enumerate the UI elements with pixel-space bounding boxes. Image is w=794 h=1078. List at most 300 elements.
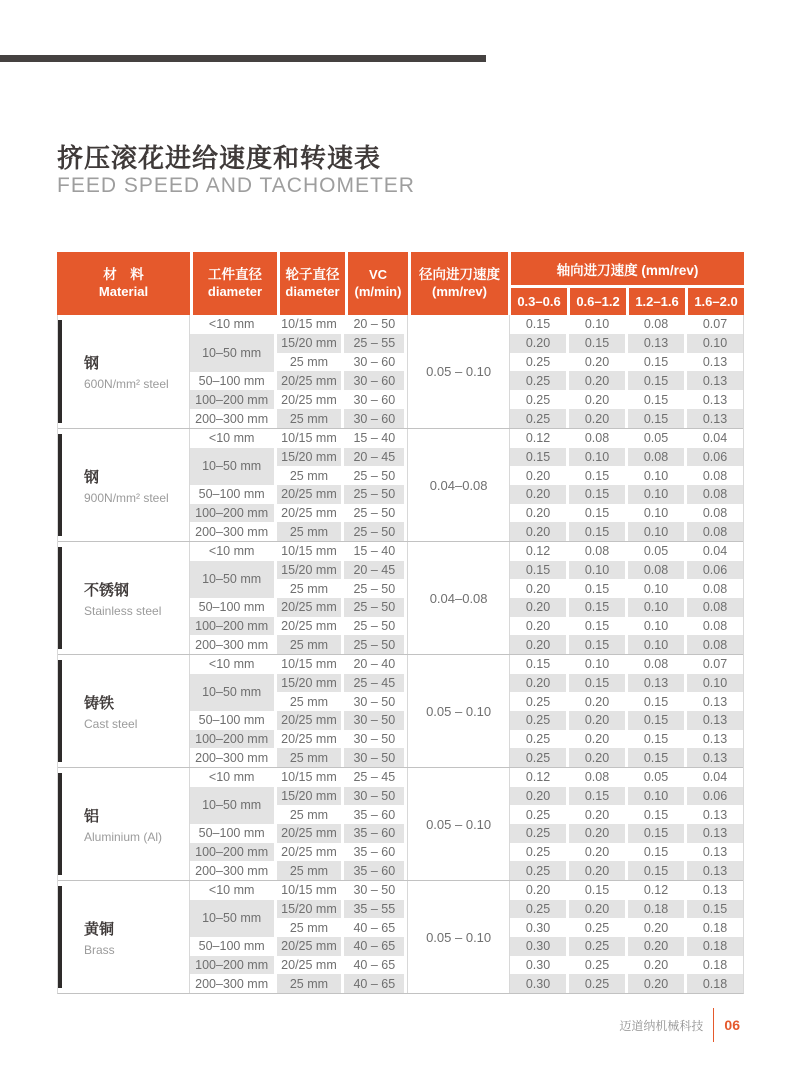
- wheel-diameter-cell: 20/25 mm: [277, 711, 342, 730]
- axial-feed-value-cell: 0.13: [628, 674, 684, 693]
- header-axial-feed-group: [511, 252, 744, 315]
- wheel-diameter-cell: 25 mm: [289, 468, 329, 483]
- radial-feed-cell: [407, 768, 510, 880]
- vc-range-cell: 25 – 45: [344, 674, 404, 693]
- header-axial-range: 1.6–2.0: [688, 288, 744, 315]
- radial-feed-cell: [407, 655, 510, 767]
- axial-feed-row: [510, 522, 743, 541]
- axial-feed-value-cell: 0.13: [687, 861, 743, 880]
- axial-feed-value-cell: 0.15: [628, 861, 684, 880]
- wheel-diameter-column: [277, 542, 345, 654]
- axial-feed-value-cell: 0.13: [687, 748, 743, 767]
- wheel-diameter-cell: 10/15 mm: [281, 544, 337, 559]
- workpiece-diameter-cell: 100–200 mm: [190, 730, 274, 749]
- header-wheel-diameter: [280, 252, 345, 315]
- axial-feed-value-cell: 0.08: [643, 657, 669, 672]
- wheel-diameter-cell: 15/20 mm: [277, 900, 342, 919]
- axial-feed-value-cell: 0.08: [628, 561, 684, 580]
- axial-feed-value-cell: 0.04: [702, 544, 728, 559]
- axial-feed-row: [510, 429, 743, 448]
- radial-feed-value: 0.05 – 0.10: [426, 703, 492, 719]
- vc-column: [344, 315, 407, 428]
- axial-feed-row: [510, 598, 743, 617]
- axial-feed-value-cell: 0.25: [584, 958, 610, 973]
- workpiece-diameter-cell: 200–300 mm: [195, 411, 269, 426]
- wheel-diameter-cell: 20/25 mm: [281, 958, 337, 973]
- axial-feed-value-cell: 0.25: [525, 355, 551, 370]
- header-axial-title: 轴向进刀速度 (mm/rev): [511, 252, 744, 285]
- workpiece-diameter-column: [190, 542, 277, 654]
- axial-feed-value-cell: 0.05: [643, 544, 669, 559]
- vc-range-cell: 30 – 50: [353, 883, 396, 898]
- axial-feed-value-cell: 0.13: [702, 694, 728, 709]
- workpiece-diameter-cell: 100–200 mm: [190, 843, 274, 862]
- workpiece-diameter-cell: 10–50 mm: [190, 900, 274, 937]
- axial-feed-value-cell: 0.15: [643, 694, 669, 709]
- axial-feed-row: [510, 937, 743, 956]
- vc-range-cell: 30 – 50: [344, 711, 404, 730]
- workpiece-diameter-column: [190, 881, 277, 993]
- axial-feed-value-cell: 0.15: [510, 561, 566, 580]
- material-cell: [58, 768, 190, 880]
- vc-range-cell: 30 – 60: [344, 371, 404, 390]
- header-workpiece-en: diameter: [207, 283, 263, 299]
- axial-feed-row: [510, 315, 743, 334]
- workpiece-diameter-cell: 50–100 mm: [198, 373, 265, 388]
- axial-feed-value-cell: 0.15: [510, 448, 566, 467]
- axial-feed-value-cell: 0.20: [643, 958, 669, 973]
- material-cell: [58, 881, 190, 993]
- header-workpiece-zh: 工件直径: [208, 266, 262, 282]
- axial-feed-value-cell: 0.15: [569, 485, 625, 504]
- header-axial-range: 0.6–1.2: [570, 288, 626, 315]
- top-accent-bar: [0, 55, 486, 62]
- axial-feed-value-cell: 0.15: [643, 845, 669, 860]
- axial-feed-value-cell: 0.15: [569, 598, 625, 617]
- page-title-zh: 挤压滚花进给速度和转速表: [57, 143, 382, 173]
- axial-feed-value-cell: 0.25: [510, 900, 566, 919]
- header-radial-feed: [411, 252, 508, 315]
- axial-feed-value-cell: 0.07: [702, 657, 728, 672]
- wheel-diameter-cell: 20/25 mm: [281, 732, 337, 747]
- workpiece-diameter-column: [190, 768, 277, 880]
- axial-feed-value-cell: 0.25: [510, 861, 566, 880]
- header-vc-line1: VC: [368, 267, 388, 283]
- workpiece-diameter-cell: <10 mm: [208, 544, 255, 559]
- material-group-row: [58, 880, 743, 993]
- axial-feed-row: [510, 787, 743, 806]
- workpiece-diameter-cell: 10–50 mm: [190, 787, 274, 824]
- axial-feed-value-cell: 0.13: [702, 807, 728, 822]
- axial-feed-value-cell: 0.18: [628, 900, 684, 919]
- axial-feed-value-cell: 0.15: [584, 506, 610, 521]
- axial-feed-value-cell: 0.15: [584, 619, 610, 634]
- axial-feed-value-cell: 0.15: [569, 674, 625, 693]
- axial-feed-value-cell: 0.25: [525, 694, 551, 709]
- workpiece-diameter-cell: <10 mm: [208, 431, 255, 446]
- footer-company-name: 迈道纳机械科技: [619, 1018, 704, 1033]
- axial-feed-value-cell: 0.20: [569, 861, 625, 880]
- vc-range-cell: 15 – 40: [353, 544, 396, 559]
- material-cell: [58, 655, 190, 767]
- axial-feed-value-cell: 0.06: [687, 561, 743, 580]
- axial-feed-value-cell: 0.15: [643, 807, 669, 822]
- wheel-diameter-cell: 25 mm: [289, 920, 329, 935]
- axial-feed-value-cell: 0.12: [525, 431, 551, 446]
- axial-feed-value-cell: 0.08: [702, 468, 728, 483]
- header-axial-subcolumns: [511, 288, 744, 315]
- axial-feed-row: [510, 843, 743, 862]
- axial-feed-value-cell: 0.15: [569, 635, 625, 654]
- vc-column: [344, 655, 407, 767]
- material-name-zh: 铸铁: [84, 694, 115, 712]
- vc-range-cell: 40 – 65: [353, 958, 396, 973]
- header-wheel-en: diameter: [285, 283, 340, 299]
- vc-range-cell: 30 – 60: [353, 392, 396, 407]
- footer-divider: [713, 1008, 714, 1042]
- feed-speed-table: [57, 252, 744, 994]
- axial-feed-row: [510, 711, 743, 730]
- axial-feed-value-cell: 0.25: [510, 824, 566, 843]
- vc-range-cell: 30 – 50: [344, 787, 404, 806]
- vc-range-cell: 25 – 50: [353, 581, 396, 596]
- axial-feed-value-cell: 0.20: [510, 334, 566, 353]
- axial-feed-value-cell: 0.25: [525, 392, 551, 407]
- page-number: 06: [724, 1017, 740, 1033]
- vc-range-cell: 25 – 50: [353, 619, 396, 634]
- wheel-diameter-cell: 15/20 mm: [277, 448, 342, 467]
- workpiece-diameter-column: [190, 655, 277, 767]
- axial-feed-value-cell: 0.20: [569, 900, 625, 919]
- axial-feed-row: [510, 617, 743, 636]
- axial-feed-columns: [510, 315, 743, 428]
- axial-feed-value-cell: 0.20: [569, 371, 625, 390]
- axial-feed-columns: [510, 429, 743, 541]
- radial-feed-value: 0.05 – 0.10: [426, 929, 492, 945]
- axial-feed-value-cell: 0.15: [628, 371, 684, 390]
- axial-feed-value-cell: 0.08: [628, 448, 684, 467]
- axial-feed-value-cell: 0.20: [584, 694, 610, 709]
- wheel-diameter-cell: 10/15 mm: [281, 431, 337, 446]
- radial-feed-cell: [407, 542, 510, 654]
- wheel-diameter-column: [277, 315, 345, 428]
- axial-feed-value-cell: 0.08: [584, 544, 610, 559]
- workpiece-diameter-cell: 200–300 mm: [195, 750, 269, 765]
- header-radial-zh: 径向进刀速度: [419, 266, 500, 282]
- axial-feed-row: [510, 466, 743, 485]
- radial-feed-value: 0.04–0.08: [429, 477, 488, 493]
- axial-feed-value-cell: 0.20: [525, 468, 551, 483]
- workpiece-diameter-cell: 10–50 mm: [190, 448, 274, 485]
- wheel-diameter-cell: 25 mm: [277, 748, 342, 767]
- axial-feed-row: [510, 748, 743, 767]
- axial-feed-value-cell: 0.08: [584, 770, 610, 785]
- axial-feed-value-cell: 0.05: [643, 770, 669, 785]
- material-group-row: [58, 767, 743, 880]
- axial-feed-value-cell: 0.20: [525, 883, 551, 898]
- wheel-diameter-column: [277, 655, 345, 767]
- axial-feed-row: [510, 881, 743, 900]
- wheel-diameter-column: [277, 429, 345, 541]
- axial-feed-value-cell: 0.25: [525, 732, 551, 747]
- axial-feed-value-cell: 0.12: [643, 883, 669, 898]
- header-material: [57, 252, 190, 315]
- axial-feed-value-cell: 0.30: [510, 974, 566, 993]
- header-material-en: Material: [98, 283, 149, 299]
- material-cell: [58, 542, 190, 654]
- workpiece-diameter-cell: 200–300 mm: [195, 976, 269, 991]
- vc-range-cell: 30 – 50: [353, 694, 396, 709]
- radial-feed-cell: [407, 315, 510, 428]
- workpiece-diameter-cell: 200–300 mm: [195, 637, 269, 652]
- wheel-diameter-cell: 20/25 mm: [281, 619, 337, 634]
- header-axial-range: 0.3–0.6: [511, 288, 567, 315]
- axial-feed-value-cell: 0.20: [584, 355, 610, 370]
- axial-feed-value-cell: 0.13: [702, 392, 728, 407]
- axial-feed-value-cell: 0.20: [584, 392, 610, 407]
- wheel-diameter-cell: 25 mm: [277, 522, 342, 541]
- vc-range-cell: 25 – 50: [344, 522, 404, 541]
- material-group-row: [58, 541, 743, 654]
- material-accent-bar: [58, 886, 62, 988]
- axial-feed-value-cell: 0.25: [525, 845, 551, 860]
- axial-feed-value-cell: 0.25: [584, 920, 610, 935]
- header-axial-range: 1.2–1.6: [629, 288, 685, 315]
- axial-feed-value-cell: 0.15: [584, 581, 610, 596]
- material-name-en: Cast steel: [84, 716, 138, 731]
- axial-feed-value-cell: 0.20: [628, 974, 684, 993]
- axial-feed-value-cell: 0.08: [687, 485, 743, 504]
- wheel-diameter-cell: 15/20 mm: [277, 561, 342, 580]
- material-name-zh: 钢: [84, 468, 100, 486]
- vc-range-cell: 40 – 65: [353, 920, 396, 935]
- axial-feed-value-cell: 0.20: [510, 522, 566, 541]
- wheel-diameter-cell: 20/25 mm: [277, 824, 342, 843]
- axial-feed-value-cell: 0.20: [525, 581, 551, 596]
- axial-feed-value-cell: 0.20: [510, 674, 566, 693]
- wheel-diameter-cell: 25 mm: [277, 861, 342, 880]
- axial-feed-value-cell: 0.20: [569, 748, 625, 767]
- axial-feed-row: [510, 485, 743, 504]
- axial-feed-value-cell: 0.10: [569, 448, 625, 467]
- radial-feed-value: 0.05 – 0.10: [426, 364, 492, 379]
- axial-feed-value-cell: 0.15: [628, 748, 684, 767]
- vc-range-cell: 25 – 55: [344, 334, 404, 353]
- axial-feed-columns: [510, 881, 743, 993]
- axial-feed-value-cell: 0.25: [510, 409, 566, 428]
- axial-feed-value-cell: 0.13: [702, 732, 728, 747]
- radial-feed-value: 0.04–0.08: [429, 590, 488, 606]
- material-name-en: 600N/mm² steel: [84, 377, 169, 391]
- axial-feed-value-cell: 0.25: [510, 371, 566, 390]
- axial-feed-value-cell: 0.25: [525, 807, 551, 822]
- material-name-en: Stainless steel: [84, 603, 162, 618]
- axial-feed-value-cell: 0.12: [525, 544, 551, 559]
- axial-feed-value-cell: 0.25: [510, 711, 566, 730]
- axial-feed-value-cell: 0.05: [643, 431, 669, 446]
- header-workpiece-diameter: [193, 252, 277, 315]
- axial-feed-row: [510, 448, 743, 467]
- workpiece-diameter-cell: 50–100 mm: [198, 487, 265, 502]
- vc-range-cell: 25 – 45: [353, 770, 396, 785]
- axial-feed-row: [510, 504, 743, 523]
- axial-feed-row: [510, 674, 743, 693]
- vc-column: [344, 768, 407, 880]
- axial-feed-value-cell: 0.15: [525, 657, 551, 672]
- axial-feed-value-cell: 0.25: [569, 937, 625, 956]
- material-name-zh: 钢: [84, 355, 100, 372]
- axial-feed-value-cell: 0.10: [628, 598, 684, 617]
- workpiece-diameter-cell: <10 mm: [208, 770, 255, 785]
- material-accent-bar: [58, 660, 62, 762]
- axial-feed-value-cell: 0.15: [584, 883, 610, 898]
- vc-range-cell: 35 – 55: [344, 900, 404, 919]
- workpiece-diameter-cell: 10–50 mm: [190, 674, 274, 711]
- axial-feed-value-cell: 0.10: [643, 581, 669, 596]
- workpiece-diameter-cell: <10 mm: [208, 883, 255, 898]
- vc-range-cell: 35 – 60: [344, 861, 404, 880]
- axial-feed-value-cell: 0.10: [628, 485, 684, 504]
- axial-feed-value-cell: 0.15: [628, 711, 684, 730]
- axial-feed-value-cell: 0.20: [569, 824, 625, 843]
- axial-feed-value-cell: 0.15: [628, 409, 684, 428]
- axial-feed-value-cell: 0.20: [510, 635, 566, 654]
- material-group-row: [58, 428, 743, 541]
- workpiece-diameter-column: [190, 429, 277, 541]
- axial-feed-row: [510, 974, 743, 993]
- wheel-diameter-cell: 20/25 mm: [281, 392, 337, 407]
- axial-feed-value-cell: 0.15: [643, 355, 669, 370]
- workpiece-diameter-cell: 10–50 mm: [190, 561, 274, 598]
- workpiece-diameter-cell: 100–200 mm: [190, 956, 274, 975]
- wheel-diameter-cell: 20/25 mm: [277, 485, 342, 504]
- axial-feed-row: [510, 918, 743, 937]
- vc-range-cell: 25 – 50: [344, 485, 404, 504]
- axial-feed-value-cell: 0.08: [702, 581, 728, 596]
- axial-feed-value-cell: 0.07: [702, 317, 728, 332]
- vc-range-cell: 25 – 50: [353, 468, 396, 483]
- workpiece-diameter-cell: 100–200 mm: [190, 504, 274, 523]
- material-group-row: [58, 315, 743, 428]
- header-vc: [348, 252, 408, 315]
- axial-feed-row: [510, 371, 743, 390]
- vc-range-cell: 40 – 65: [344, 974, 404, 993]
- wheel-diameter-column: [277, 881, 345, 993]
- workpiece-diameter-column: [190, 315, 277, 428]
- wheel-diameter-cell: 25 mm: [289, 355, 329, 370]
- vc-range-cell: 25 – 50: [344, 635, 404, 654]
- axial-feed-row: [510, 409, 743, 428]
- axial-feed-value-cell: 0.10: [584, 657, 610, 672]
- vc-column: [344, 429, 407, 541]
- axial-feed-row: [510, 635, 743, 654]
- axial-feed-value-cell: 0.30: [525, 958, 551, 973]
- wheel-diameter-cell: 25 mm: [289, 694, 329, 709]
- axial-feed-row: [510, 542, 743, 561]
- material-group-row: [58, 654, 743, 767]
- axial-feed-value-cell: 0.08: [687, 598, 743, 617]
- axial-feed-value-cell: 0.20: [569, 711, 625, 730]
- axial-feed-value-cell: 0.30: [525, 920, 551, 935]
- wheel-diameter-cell: 25 mm: [277, 635, 342, 654]
- radial-feed-cell: [407, 881, 510, 993]
- wheel-diameter-cell: 20/25 mm: [277, 598, 342, 617]
- axial-feed-value-cell: 0.15: [628, 824, 684, 843]
- axial-feed-value-cell: 0.06: [687, 448, 743, 467]
- axial-feed-value-cell: 0.13: [687, 711, 743, 730]
- axial-feed-value-cell: 0.15: [569, 334, 625, 353]
- table-header: [57, 252, 744, 315]
- axial-feed-value-cell: 0.15: [643, 732, 669, 747]
- axial-feed-row: [510, 692, 743, 711]
- axial-feed-row: [510, 805, 743, 824]
- wheel-diameter-cell: 20/25 mm: [277, 371, 342, 390]
- material-name-zh: 铝: [84, 807, 100, 825]
- axial-feed-value-cell: 0.10: [643, 619, 669, 634]
- axial-feed-value-cell: 0.13: [702, 883, 728, 898]
- vc-range-cell: 30 – 50: [353, 732, 396, 747]
- page-footer: [619, 1008, 740, 1042]
- radial-feed-cell: [407, 429, 510, 541]
- wheel-diameter-cell: 25 mm: [289, 807, 329, 822]
- header-material-zh: 材 料: [103, 266, 144, 282]
- axial-feed-value-cell: 0.13: [702, 845, 728, 860]
- material-name-en: 900N/mm² steel: [84, 490, 169, 505]
- axial-feed-value-cell: 0.20: [569, 409, 625, 428]
- radial-feed-value: 0.05 – 0.10: [426, 816, 492, 832]
- axial-feed-row: [510, 861, 743, 880]
- header-vc-line2: (m/min): [354, 283, 402, 299]
- material-accent-bar: [58, 434, 62, 536]
- workpiece-diameter-cell: 100–200 mm: [190, 390, 274, 409]
- vc-range-cell: 25 – 50: [353, 506, 396, 521]
- wheel-diameter-cell: 10/15 mm: [281, 657, 337, 672]
- header-wheel-zh: 轮子直径: [285, 266, 340, 282]
- wheel-diameter-cell: 15/20 mm: [277, 334, 342, 353]
- table-body: [57, 315, 744, 994]
- axial-feed-value-cell: 0.08: [702, 506, 728, 521]
- wheel-diameter-cell: 10/15 mm: [281, 317, 337, 332]
- axial-feed-value-cell: 0.18: [687, 937, 743, 956]
- vc-range-cell: 25 – 50: [344, 598, 404, 617]
- axial-feed-value-cell: 0.13: [687, 371, 743, 390]
- axial-feed-value-cell: 0.20: [584, 732, 610, 747]
- axial-feed-value-cell: 0.04: [702, 431, 728, 446]
- axial-feed-value-cell: 0.10: [643, 506, 669, 521]
- wheel-diameter-cell: 20/25 mm: [281, 506, 337, 521]
- material-name-en: Brass: [84, 942, 115, 957]
- vc-range-cell: 20 – 45: [344, 561, 404, 580]
- axial-feed-value-cell: 0.30: [510, 937, 566, 956]
- workpiece-diameter-cell: 50–100 mm: [198, 939, 265, 954]
- workpiece-diameter-cell: 200–300 mm: [195, 524, 269, 539]
- axial-feed-row: [510, 579, 743, 598]
- axial-feed-value-cell: 0.20: [525, 506, 551, 521]
- axial-feed-value-cell: 0.10: [569, 561, 625, 580]
- vc-range-cell: 30 – 60: [353, 355, 396, 370]
- vc-range-cell: 35 – 60: [353, 807, 396, 822]
- vc-column: [344, 881, 407, 993]
- vc-range-cell: 35 – 60: [353, 845, 396, 860]
- axial-feed-value-cell: 0.08: [687, 522, 743, 541]
- wheel-diameter-cell: 15/20 mm: [277, 787, 342, 806]
- axial-feed-value-cell: 0.20: [643, 920, 669, 935]
- axial-feed-row: [510, 824, 743, 843]
- material-name-zh: 不锈钢: [84, 581, 130, 599]
- axial-feed-value-cell: 0.20: [584, 845, 610, 860]
- page-title-en: FEED SPEED AND TACHOMETER: [57, 174, 415, 197]
- axial-feed-value-cell: 0.06: [687, 787, 743, 806]
